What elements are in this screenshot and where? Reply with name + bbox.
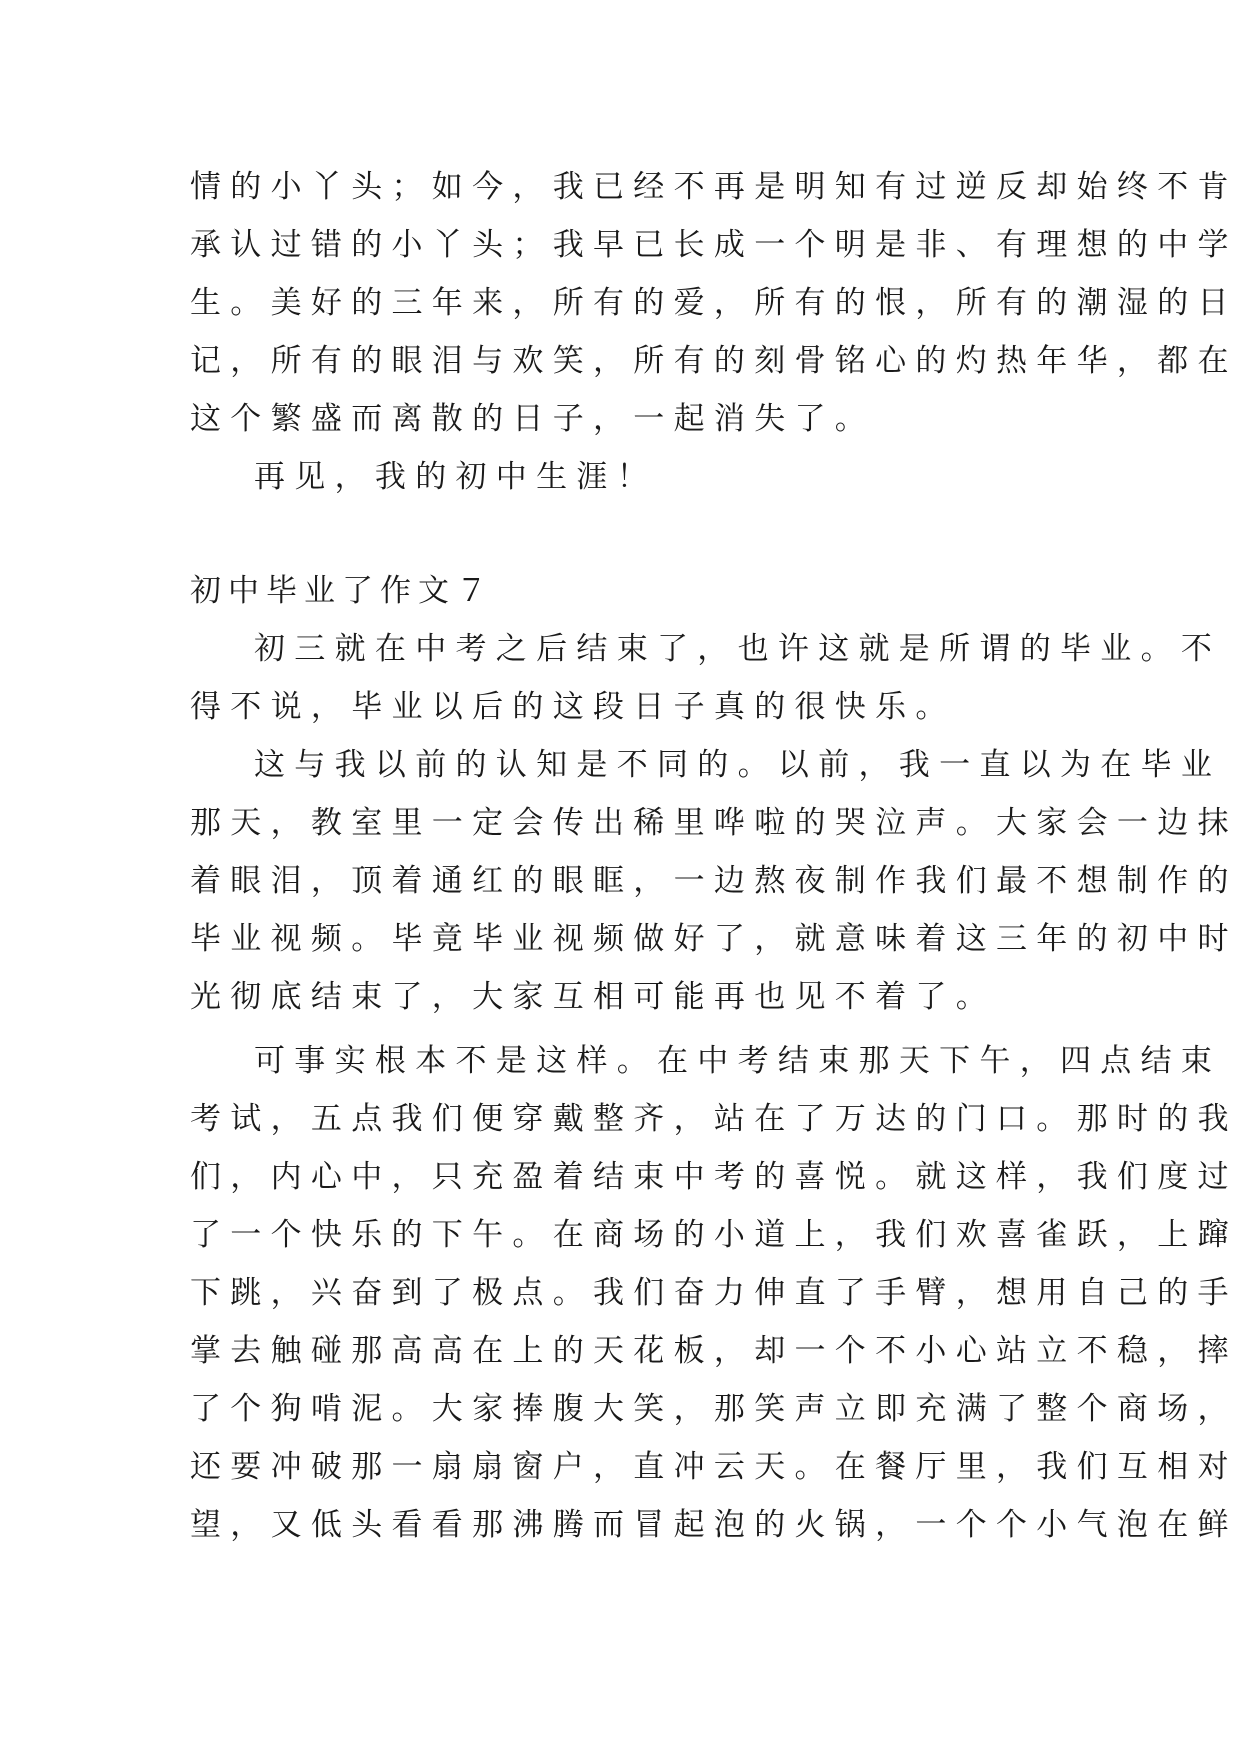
paragraph-line: 们，内心中，只充盈着结束中考的喜悦。就这样，我们度过 [190, 1159, 1238, 1195]
paragraph-line: 下跳，兴奋到了极点。我们奋力伸直了手臂，想用自己的手 [190, 1275, 1238, 1311]
paragraph-line: 再见，我的初中生涯！ [254, 459, 657, 495]
paragraph-line: 初三就在中考之后结束了，也许这就是所谓的毕业。不 [254, 631, 1222, 667]
paragraph-line: 情的小丫头；如今，我已经不再是明知有过逆反却始终不肯 [190, 169, 1238, 205]
paragraph-line: 光彻底结束了，大家互相可能再也见不着了。 [190, 979, 996, 1015]
paragraph-line: 了一个快乐的下午。在商场的小道上，我们欢喜雀跃，上蹿 [190, 1217, 1238, 1253]
paragraph-line: 得不说，毕业以后的这段日子真的很快乐。 [190, 689, 956, 725]
paragraph-line: 可事实根本不是这样。在中考结束那天下午，四点结束 [254, 1043, 1222, 1079]
section-heading: 初中毕业了作文７ [190, 573, 494, 609]
paragraph-line: 还要冲破那一扇扇窗户，直冲云天。在餐厅里，我们互相对 [190, 1449, 1238, 1485]
paragraph-line: 了个狗啃泥。大家捧腹大笑，那笑声立即充满了整个商场， [190, 1391, 1238, 1427]
paragraph-line: 生。美好的三年来，所有的爱，所有的恨，所有的潮湿的日 [190, 285, 1238, 321]
paragraph-line: 那天，教室里一定会传出稀里哗啦的哭泣声。大家会一边抹 [190, 805, 1238, 841]
paragraph-line: 掌去触碰那高高在上的天花板，却一个不小心站立不稳，摔 [190, 1333, 1238, 1369]
paragraph-line: 记，所有的眼泪与欢笑，所有的刻骨铭心的灼热年华，都在 [190, 343, 1238, 379]
paragraph-line: 这个繁盛而离散的日子，一起消失了。 [190, 401, 876, 437]
paragraph-line: 着眼泪，顶着通红的眼眶，一边熬夜制作我们最不想制作的 [190, 863, 1238, 899]
paragraph-line: 这与我以前的认知是不同的。以前，我一直以为在毕业 [254, 747, 1222, 783]
paragraph-line: 望，又低头看看那沸腾而冒起泡的火锅，一个个小气泡在鲜 [190, 1507, 1238, 1543]
paragraph-line: 毕业视频。毕竟毕业视频做好了，就意味着这三年的初中时 [190, 921, 1238, 957]
paragraph-line: 承认过错的小丫头；我早已长成一个明是非、有理想的中学 [190, 227, 1238, 263]
paragraph-line: 考试，五点我们便穿戴整齐，站在了万达的门口。那时的我 [190, 1101, 1238, 1137]
